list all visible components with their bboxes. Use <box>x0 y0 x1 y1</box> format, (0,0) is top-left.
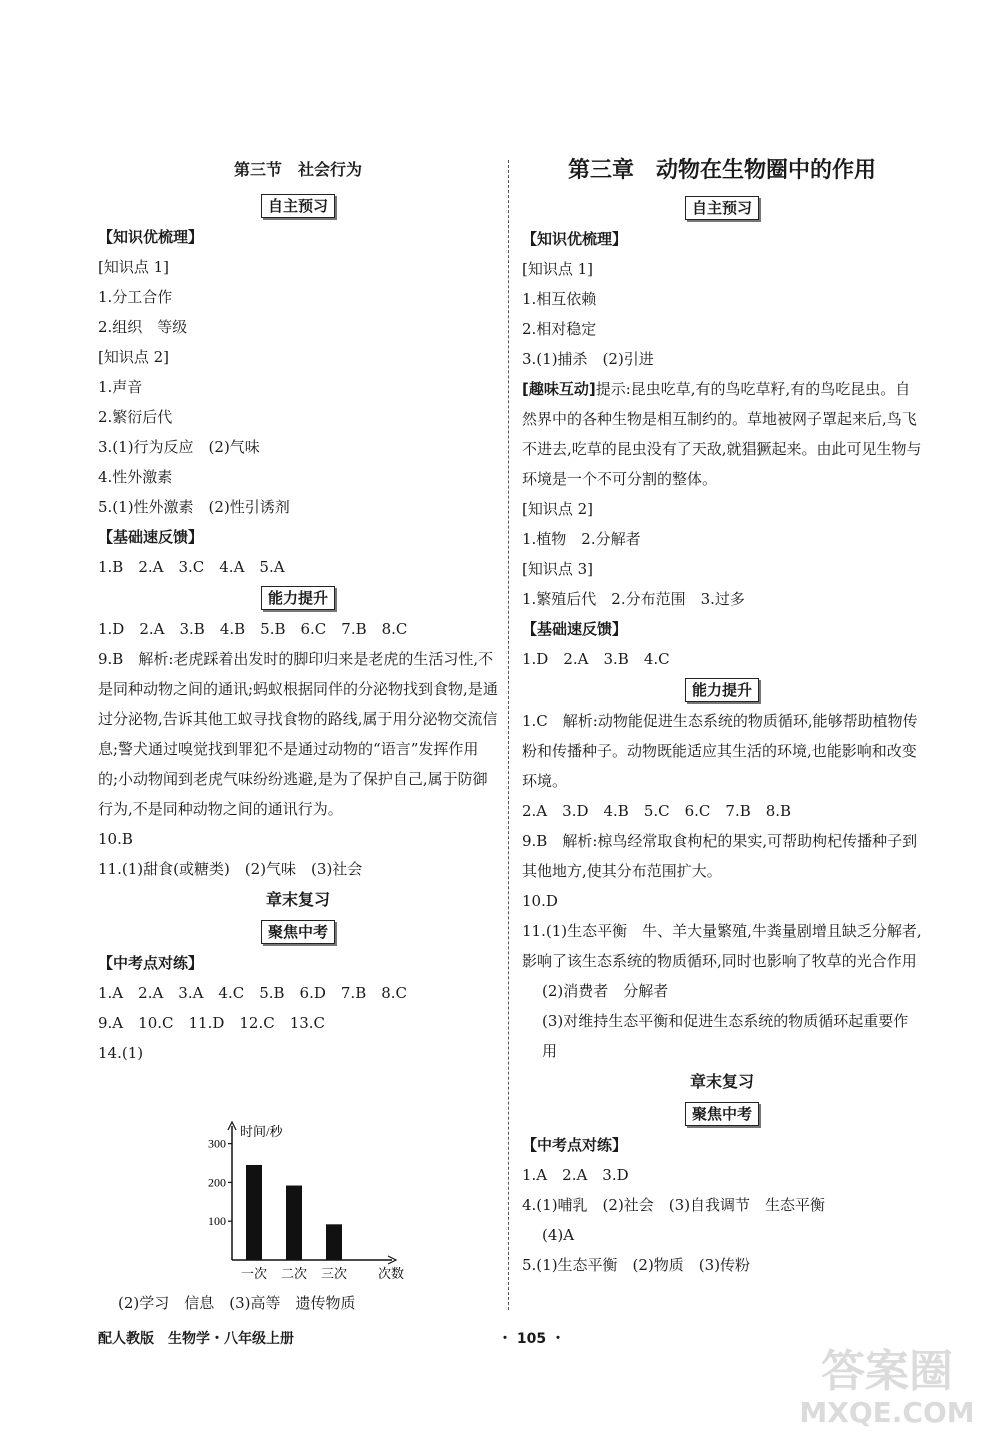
basic-feedback-heading: 【基础速反馈】 <box>522 620 628 638</box>
exam-practice-heading: 【中考点对练】 <box>522 1136 628 1154</box>
knowledge-point-2: [知识点 2] <box>522 500 594 518</box>
answer-line: 1.繁殖后代 2.分布范围 3.过多 <box>522 590 745 608</box>
ability-q11-part2: (2)消费者 分解者 <box>542 982 669 1000</box>
y-axis-label: 时间/秒 <box>240 1124 283 1139</box>
knowledge-point-3: [知识点 3] <box>522 560 594 578</box>
focus-exam-box-label: 聚焦中考 <box>261 920 335 944</box>
exam-q14: 14.(1) <box>98 1044 144 1062</box>
ability-q9-explanation: 9.B 解析:椋鸟经常取食枸杞的果实,可帮助枸杞传播种子到其他地方,使其分布范围扩大。 <box>522 832 918 880</box>
ability-q11-part3: (3)对维持生态平衡和促进生态系统的物质循环起重要作用 <box>542 1012 909 1060</box>
fun-interaction <box>522 374 922 494</box>
ability-answers: 2.A 3.D 4.B 5.C 6.C 7.B 8.B <box>522 802 792 820</box>
answer-line: 2.相对稳定 <box>522 320 597 338</box>
watermark-text: 答案圈 <box>821 1346 953 1397</box>
bar <box>326 1224 342 1260</box>
fun-interaction-label: [趣味互动] <box>522 380 596 398</box>
knowledge-point-1: [知识点 1] <box>98 258 170 276</box>
answer-line: 5.(1)性外激素 (2)性引诱剂 <box>98 498 290 516</box>
y-tick-label: 100 <box>208 1214 226 1229</box>
left-column <box>98 150 498 1068</box>
bar <box>246 1165 262 1260</box>
ability-q11: 11.(1)甜食(或糖类) (2)气味 (3)社会 <box>98 860 363 878</box>
exam-q4-part2: (4)A <box>542 1226 575 1244</box>
x-axis-label: 次数 <box>378 1266 405 1281</box>
answer-line: 2.繁衍后代 <box>98 408 173 426</box>
ability-box-label: 能力提升 <box>261 586 335 610</box>
x-tick-label: 三次 <box>320 1266 348 1281</box>
exam-answers: 1.A 2.A 3.A 4.C 5.B 6.D 7.B 8.C <box>98 984 408 1002</box>
basic-answers: 1.D 2.A 3.B 4.C <box>522 650 670 668</box>
answer-line: 1.相互依赖 <box>522 290 597 308</box>
basic-answers: 1.B 2.A 3.C 4.A 5.A <box>98 558 285 576</box>
page-number: ・ 105 ・ <box>498 1331 565 1347</box>
ability-q9-explanation: 9.B 解析:老虎踩着出发时的脚印归来是老虎的生活习性,不是同种动物之间的通讯;蚂蚁根据同伴的分泌物找到食物,是通过分泌物,告诉其他工蚁寻找食物的路线,属于用分泌物交流信息;警犬通过嗅觉找到罪犯不是通过动物的“语言”发挥作用的;小动物闻到老虎气味纷纷逃避,是为了保护自己,属于防御行为,不是同种动物之间的通讯行为。 <box>98 650 498 818</box>
right-column <box>522 150 922 1280</box>
focus-exam-box-label: 聚焦中考 <box>685 1102 759 1126</box>
exam-q4-part1: 4.(1)哺乳 (2)社会 (3)自我调节 生态平衡 <box>522 1196 826 1214</box>
bar <box>286 1186 302 1260</box>
knowledge-point-1: [知识点 1] <box>522 260 594 278</box>
watermark-logo <box>782 1334 992 1434</box>
answer-line: 3.(1)捕杀 (2)引进 <box>522 350 654 368</box>
section-title: 第三节 社会行为 <box>233 160 362 179</box>
chapter-title: 第三章 动物在生物圈中的作用 <box>567 158 876 183</box>
chapter-review-title: 章末复习 <box>265 890 330 909</box>
knowledge-heading: 【知识优梳理】 <box>522 230 628 248</box>
basic-feedback-heading: 【基础速反馈】 <box>98 528 204 546</box>
answer-line: 4.性外激素 <box>98 468 173 486</box>
ability-box-label: 能力提升 <box>685 678 759 702</box>
y-tick-label: 300 <box>208 1136 226 1151</box>
x-tick-label: 二次 <box>280 1266 308 1281</box>
exam-q5: 5.(1)生态平衡 (2)物质 (3)传粉 <box>522 1256 751 1274</box>
knowledge-point-2: [知识点 2] <box>98 348 170 366</box>
knowledge-heading: 【知识优梳理】 <box>98 228 204 246</box>
ability-answers: 1.D 2.A 3.B 4.B 5.B 6.C 7.B 8.C <box>98 620 408 638</box>
exam-q14-part2: (2)学习 信息 (3)高等 遗传物质 <box>118 1294 356 1312</box>
ability-q11-part1: 11.(1)生态平衡 牛、羊大量繁殖,牛粪量剧增且缺乏分解者,影响了该生态系统的物质循环,同时也影响了牧草的光合作用 <box>522 922 922 970</box>
answer-line: 1.植物 2.分解者 <box>522 530 641 548</box>
column-divider <box>508 160 509 1310</box>
ability-q10: 10.D <box>522 892 558 910</box>
ability-q10: 10.B <box>98 830 133 848</box>
fun-interaction-text: 提示:昆虫吃草,有的鸟吃草籽,有的鸟吃昆虫。自然界中的各种生物是相互制约的。草地被网子罩起来后,鸟飞不进去,吃草的昆虫没有了天敌,就猖獗起来。由此可见生物与环境是一个不可分割的整体。 <box>522 380 922 488</box>
edition-label: 配人教版 生物学・八年级上册 <box>98 1331 294 1347</box>
answer-line: 2.组织 等级 <box>98 318 188 336</box>
bar-chart <box>190 1120 430 1292</box>
ability-q1-explanation: 1.C 解析:动物能促进生态系统的物质循环,能够帮助植物传粉和传播种子。动物既能适应其生活的环境,也能影响和改变环境。 <box>522 712 918 790</box>
answer-line: 1.分工合作 <box>98 288 173 306</box>
watermark-url: MXQE.COM <box>799 1396 975 1429</box>
exam-answers: 1.A 2.A 3.D <box>522 1166 629 1184</box>
answer-line: 1.声音 <box>98 378 143 396</box>
preview-box-label: 自主预习 <box>685 196 759 220</box>
x-tick-label: 一次 <box>240 1266 268 1281</box>
preview-box-label: 自主预习 <box>261 194 335 218</box>
answer-line: 3.(1)行为反应 (2)气味 <box>98 438 260 456</box>
chapter-review-title: 章末复习 <box>689 1072 754 1091</box>
y-tick-label: 200 <box>208 1175 226 1190</box>
exam-practice-heading: 【中考点对练】 <box>98 954 204 972</box>
exam-answers: 9.A 10.C 11.D 12.C 13.C <box>98 1014 326 1032</box>
